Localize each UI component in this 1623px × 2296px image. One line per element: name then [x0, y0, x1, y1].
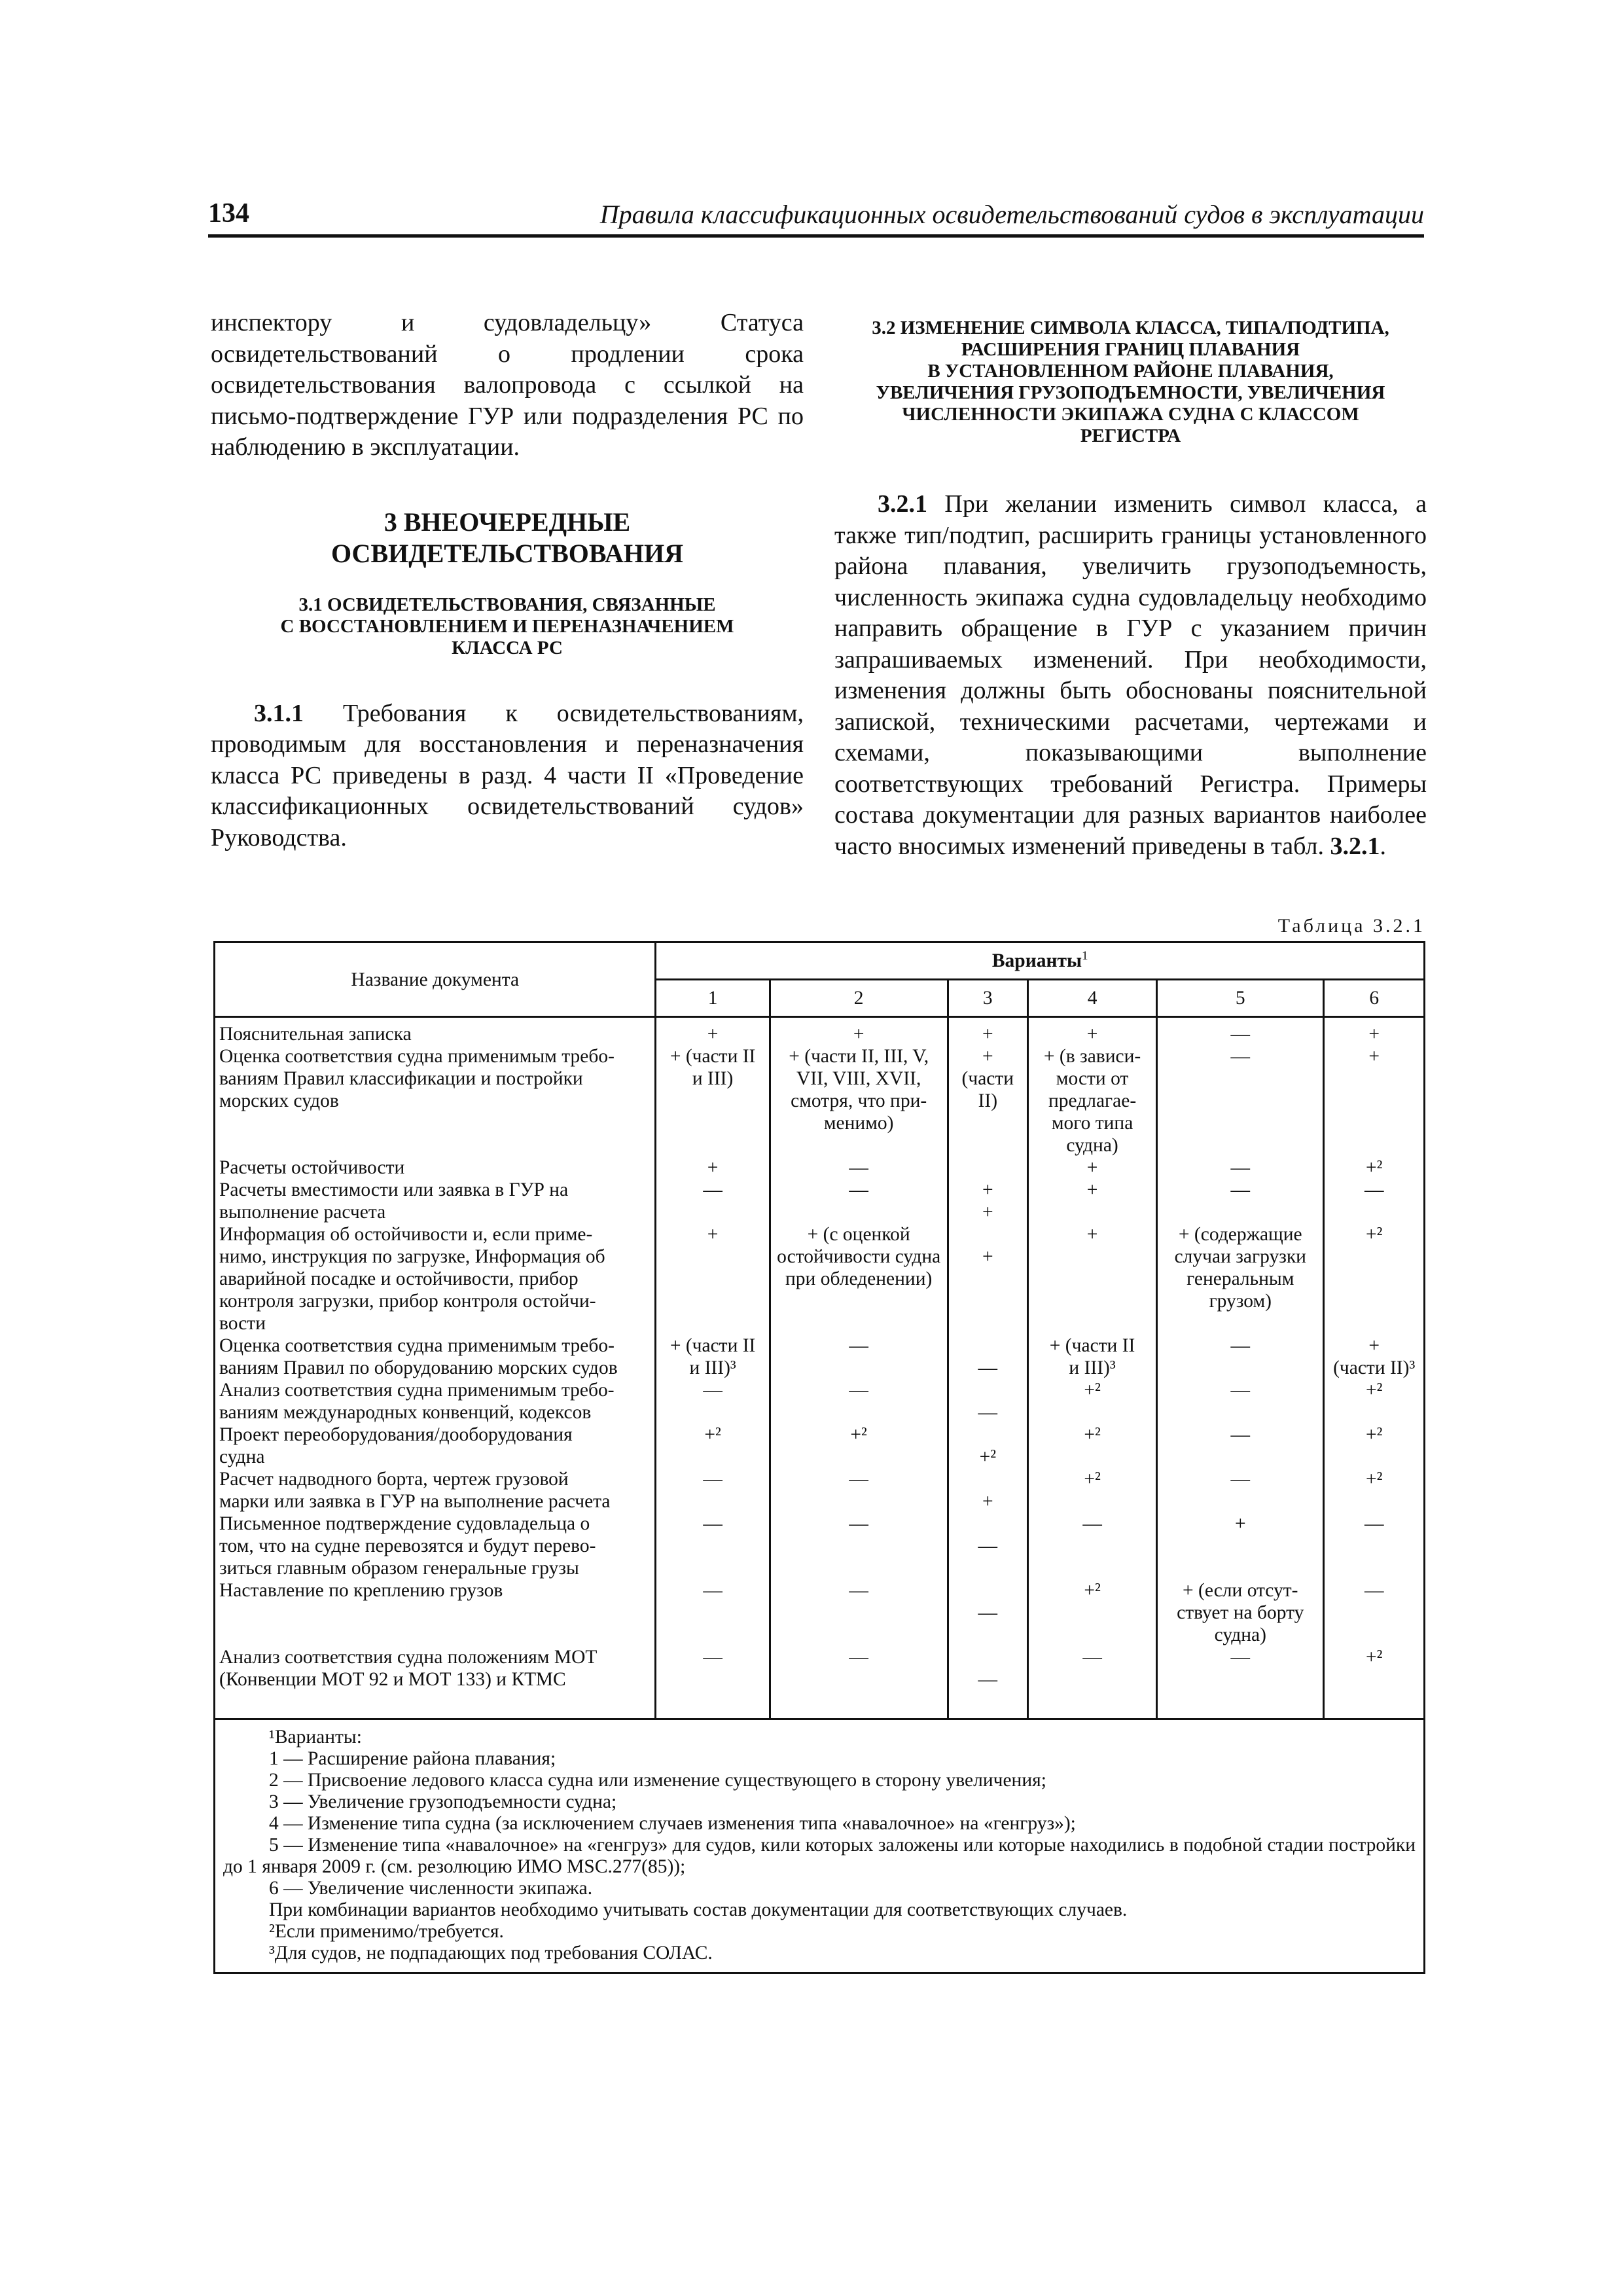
variant-value	[775, 1668, 943, 1691]
variant-value	[660, 1290, 764, 1312]
variant-value	[1162, 1535, 1319, 1557]
document-name-line: Наставление по креплению грузов	[219, 1580, 503, 1601]
variant-value	[775, 1357, 943, 1379]
variant-value	[1329, 1557, 1419, 1579]
variant-value	[1329, 1624, 1419, 1646]
paragraph-3-2-1-end: .	[1380, 832, 1386, 860]
note-1-title: ¹Варианты:	[269, 1727, 362, 1748]
variant-value: грузом)	[1209, 1291, 1272, 1312]
variant-value: +	[1368, 1046, 1380, 1067]
variant-value	[1329, 1446, 1419, 1468]
document-name-line: том, что на судне перевозятся и будут перево-	[219, 1535, 596, 1556]
variant-value: —	[703, 1580, 722, 1601]
variant-value	[660, 1134, 764, 1157]
table-notes-row	[215, 1719, 1425, 1973]
variant-value	[1162, 1357, 1319, 1379]
variant-2-cell	[770, 1017, 948, 1719]
variant-value	[660, 1535, 764, 1557]
document-name-line: ваниям международных конвенций, кодексов	[219, 1402, 592, 1423]
variant-value: ствует на борту	[1177, 1602, 1304, 1623]
variant-value: +²	[1365, 1469, 1383, 1490]
variant-value: + (если отсут-	[1183, 1580, 1298, 1601]
variant-value: —	[1230, 1179, 1251, 1200]
document-name-line: морских судов	[219, 1090, 339, 1111]
variant-value: +	[982, 1246, 993, 1267]
variant-value: —	[849, 1380, 868, 1401]
variant-value	[1033, 1668, 1152, 1691]
variant-value: +²	[979, 1446, 997, 1467]
variant-number: 1	[656, 980, 770, 1017]
document-name-line: Письменное подтверждение судовладельца о	[219, 1513, 590, 1534]
variant-value	[1033, 1535, 1152, 1557]
variant-value: (части II)	[961, 1068, 1014, 1111]
note-1-item: 1 — Расширение района плавания;	[269, 1748, 556, 1769]
variant-value: +²	[850, 1424, 867, 1445]
subsection-3-1-title-line-1: 3.1 ОСВИДЕТЕЛЬСТВОВАНИЯ, СВЯЗАННЫЕ	[298, 594, 716, 615]
variant-value	[1033, 1268, 1152, 1290]
variant-value: и III)	[692, 1068, 734, 1089]
section-3-title-line-2: ОСВИДЕТЕЛЬСТВОВАНИЯ	[330, 538, 684, 568]
paragraph-3-2-1-number: 3.2.1	[878, 490, 927, 518]
variant-value: смотря, что при-	[791, 1090, 927, 1111]
variant-value: —	[1230, 1424, 1251, 1445]
right-column	[834, 317, 1427, 862]
note-1-item: 6 — Увеличение численности экипажа.	[269, 1878, 593, 1899]
continuation-paragraph: инспектору и судовладельцу» Статуса освидетельствований о продлении срока освидетельствования валопровода с ссылкой на письмо-подтверждение ГУР или подразделения РС по наблюдению в эксплуатации.	[211, 309, 804, 461]
document-name-line	[219, 1602, 651, 1624]
page-number: 134	[208, 198, 249, 228]
variant-value	[1329, 1201, 1419, 1223]
document-name-line: вости	[219, 1313, 266, 1334]
variant-value: мого типа	[1051, 1113, 1133, 1134]
variant-value: генеральным	[1186, 1268, 1294, 1289]
variant-value	[775, 1201, 943, 1223]
variant-value	[660, 1446, 764, 1468]
variant-value	[775, 1446, 943, 1468]
note-2: ²Если применимо/требуется.	[269, 1921, 504, 1942]
variant-value: + (содержащие	[1178, 1224, 1302, 1245]
variant-value	[660, 1268, 764, 1290]
variant-value: и III)³	[689, 1357, 736, 1378]
variant-value	[1329, 1134, 1419, 1157]
table-caption: Таблица 3.2.1	[1277, 915, 1425, 937]
variant-value	[1162, 1201, 1319, 1223]
variant-value	[775, 1134, 943, 1157]
variant-value	[660, 1490, 764, 1513]
table-reference: 3.2.1	[1330, 832, 1380, 860]
table-body-row	[215, 1017, 1425, 1719]
variant-value: судна)	[1214, 1624, 1266, 1645]
variant-value	[953, 1312, 1023, 1335]
variant-value: —	[1364, 1580, 1384, 1601]
variant-value: + (части II, III, V,	[789, 1046, 929, 1067]
variant-value	[1329, 1112, 1419, 1134]
variant-value	[1329, 1290, 1419, 1312]
note-1-combination: При комбинации вариантов необходимо учитывать состав документации для соответствующих случаев.	[269, 1899, 1128, 1920]
document-name-line: (Конвенции МОТ 92 и МОТ 133) и КТМС	[219, 1669, 566, 1690]
variant-value	[1162, 1067, 1319, 1090]
variant-value	[953, 1513, 1023, 1535]
document-name-line: Пояснительная записка	[219, 1024, 412, 1045]
page-header	[208, 196, 1424, 238]
document-name-line: Анализ соответствия судна применимым требо-	[219, 1380, 615, 1401]
variant-value: +²	[1084, 1469, 1101, 1490]
variant-value: +	[1234, 1513, 1246, 1534]
variant-value	[1329, 1490, 1419, 1513]
variant-5-cell	[1157, 1017, 1324, 1719]
variant-value	[953, 1468, 1023, 1490]
variant-value	[660, 1201, 764, 1223]
variant-value	[953, 1557, 1023, 1579]
variant-value: +	[1368, 1024, 1380, 1045]
variant-value: + (части II	[669, 1335, 756, 1356]
section-3-title-line-1: 3 ВНЕОЧЕРЕДНЫЕ	[383, 507, 631, 537]
variant-value: +	[707, 1157, 719, 1178]
variant-value	[775, 1535, 943, 1557]
variant-value	[660, 1312, 764, 1335]
variant-value: +²	[1365, 1224, 1383, 1245]
document-name-line: контроля загрузки, прибор контроля остойчи-	[219, 1291, 596, 1312]
variant-value: —	[1230, 1157, 1251, 1178]
paragraph-3-2-1-text: При желании изменить символ класса, а также тип/подтип, расширить границы установленного района плавания, увеличить грузоподъемность, численность экипажа судна судовладельцу необходимо направить обращение в ГУР с указанием причин запрашиваемых изменений. При необходимости, изменения должны быть обоснованы пояснительной запиской, техническими расчетами, чертежами и схемами, показывающими выполнение соответствующих требований Регистра. Примеры состава документации для разных вариантов наиболее часто вносимых изменений приведены в табл.	[834, 490, 1427, 860]
variant-value	[1162, 1401, 1319, 1424]
variant-value	[1329, 1312, 1419, 1335]
document-name-header: Название документа	[215, 942, 656, 1017]
subsection-3-1-title-line-3: КЛАССА РС	[452, 637, 563, 658]
variant-value: +	[982, 1046, 993, 1067]
variant-value: + (части II	[1049, 1335, 1135, 1356]
variant-value: менимо)	[823, 1113, 894, 1134]
variant-4-cell	[1028, 1017, 1157, 1719]
variant-value: мости от	[1056, 1068, 1129, 1089]
variant-value: —	[849, 1469, 868, 1490]
variant-value	[660, 1624, 764, 1646]
subsection-3-2-title-line-2: РАСШИРЕНИЯ ГРАНИЦ ПЛАВАНИЯ	[961, 339, 1300, 360]
subsection-3-2-title-line-4: УВЕЛИЧЕНИЯ ГРУЗОПОДЪЕМНОСТИ, УВЕЛИЧЕНИЯ	[876, 382, 1385, 403]
variant-value	[1033, 1401, 1152, 1424]
variant-number: 6	[1324, 980, 1425, 1017]
variant-value: —	[849, 1335, 868, 1356]
variant-value: и III)³	[1069, 1357, 1116, 1378]
variant-value	[1329, 1268, 1419, 1290]
note-1-item: 3 — Увеличение грузоподъемности судна;	[269, 1791, 617, 1812]
variant-value: +	[707, 1024, 719, 1045]
variant-value: +²	[1084, 1380, 1101, 1401]
paragraph-3-1-1-number: 3.1.1	[254, 699, 304, 727]
variant-value	[1162, 1112, 1319, 1134]
variant-value: +²	[1084, 1580, 1101, 1601]
variant-value: +²	[704, 1424, 721, 1445]
variant-value: —	[978, 1535, 998, 1556]
variant-value: —	[1364, 1513, 1384, 1534]
variant-value	[953, 1379, 1023, 1401]
variant-1-cell	[656, 1017, 770, 1719]
variant-value	[1162, 1090, 1319, 1112]
variant-value	[775, 1312, 943, 1335]
document-name-line: аварийной посадке и остойчивости, прибор	[219, 1268, 579, 1289]
variant-value	[1162, 1668, 1319, 1691]
paragraph-3-2-1	[834, 489, 1427, 862]
variant-value: + (части II	[669, 1046, 756, 1067]
variant-value	[953, 1290, 1023, 1312]
variant-value: —	[1230, 1335, 1251, 1356]
variant-value: +²	[1084, 1424, 1101, 1445]
variant-value	[1329, 1668, 1419, 1691]
variant-value	[1329, 1535, 1419, 1557]
document-name-line: зиться главным образом генеральные грузы	[219, 1558, 579, 1579]
variant-value	[953, 1691, 1023, 1713]
variant-value: +²	[1365, 1647, 1383, 1668]
variant-value	[660, 1668, 764, 1691]
subsection-3-2-title-line-1: 3.2 ИЗМЕНЕНИЕ СИМВОЛА КЛАССА, ТИПА/ПОДТИПА,	[872, 317, 1389, 338]
running-title: Правила классификационных освидетельствований судов в эксплуатации	[599, 200, 1424, 229]
variant-value: +	[982, 1491, 993, 1512]
variant-value	[953, 1112, 1023, 1134]
note-1-item: 2 — Присвоение ледового класса судна или изменение существующего в сторону увеличения;	[269, 1770, 1046, 1791]
variant-value	[1033, 1312, 1152, 1335]
variant-value	[775, 1290, 943, 1312]
variant-value: +	[853, 1024, 865, 1045]
variant-value: —	[978, 1669, 998, 1690]
variant-value: +	[982, 1202, 993, 1223]
variant-value	[1033, 1290, 1152, 1312]
variant-value	[660, 1246, 764, 1268]
variant-value: +²	[1365, 1157, 1383, 1178]
variants-header-footnote-mark: 1	[1081, 949, 1088, 963]
variant-value	[1329, 1090, 1419, 1112]
variant-number: 5	[1157, 980, 1324, 1017]
variant-value	[775, 1602, 943, 1624]
document-name-line: ваниям Правил по оборудованию морских судов	[219, 1357, 618, 1378]
document-name-line: ваниям Правил классификации и постройки	[219, 1068, 583, 1089]
variant-value	[953, 1579, 1023, 1602]
variant-value: —	[1364, 1179, 1384, 1200]
variant-value: + (в зависи-	[1043, 1046, 1141, 1067]
variant-value	[953, 1157, 1023, 1179]
variant-value	[1329, 1246, 1419, 1268]
variant-value: +	[1086, 1157, 1098, 1178]
variant-value	[775, 1557, 943, 1579]
variant-value: судна)	[1066, 1135, 1118, 1156]
variant-value: —	[978, 1602, 998, 1623]
variant-value	[1329, 1602, 1419, 1624]
document-name-line: Оценка соответствия судна применимым требо-	[219, 1335, 615, 1356]
document-name-line: Информация об остойчивости и, если приме-	[219, 1224, 593, 1245]
variant-value: —	[1230, 1380, 1251, 1401]
note-1-item: 5 — Изменение типа «навалочное» на «генгруз» для судов, кили которых заложены или которые находились в подобной стадии постройки до 1 января 2009 г. (см. резолюцию ИМО MSC.277(85));	[223, 1835, 1416, 1877]
variant-value	[660, 1401, 764, 1424]
variant-value: —	[978, 1357, 998, 1378]
variant-value: + (с оценкой	[807, 1224, 910, 1245]
document-name-line: нимо, инструкция по загрузке, Информация об	[219, 1246, 605, 1267]
table-header-row	[215, 942, 1425, 980]
variant-value: (части II)³	[1333, 1357, 1416, 1378]
variant-value: —	[1082, 1647, 1102, 1668]
variant-value	[1033, 1201, 1152, 1223]
variant-value: +	[1368, 1335, 1380, 1356]
table-notes	[215, 1719, 1425, 1973]
note-3: ³Для судов, не подпадающих под требования СОЛАС.	[269, 1943, 713, 1964]
document-name-line	[219, 1624, 651, 1646]
variant-value: —	[1230, 1647, 1251, 1668]
variant-value: —	[849, 1580, 868, 1601]
variant-value: при обледенении)	[785, 1268, 933, 1289]
variant-value: —	[978, 1402, 998, 1423]
variant-value	[775, 1490, 943, 1513]
variant-value: —	[703, 1469, 722, 1490]
variant-value	[660, 1090, 764, 1112]
variant-value	[775, 1401, 943, 1424]
document-name-line: Расчеты остойчивости	[219, 1157, 405, 1178]
variant-value	[1162, 1312, 1319, 1335]
variant-value: —	[1230, 1469, 1251, 1490]
variant-value	[953, 1134, 1023, 1157]
variant-value	[953, 1424, 1023, 1446]
variant-value: —	[703, 1179, 722, 1200]
subsection-3-2-title-line-5: ЧИСЛЕННОСТИ ЭКИПАЖА СУДНА С КЛАССОМ	[902, 404, 1359, 425]
variant-value: +	[1086, 1224, 1098, 1245]
document-name-line: Анализ соответствия судна положениям МОТ	[219, 1647, 597, 1668]
variant-value	[660, 1112, 764, 1134]
variant-value: —	[1230, 1046, 1251, 1067]
variant-value: —	[849, 1513, 868, 1534]
variant-value: остойчивости судна	[777, 1246, 941, 1267]
variants-header	[656, 942, 1425, 980]
note-1-item: 4 — Изменение типа судна (за исключением случаев изменения типа «навалочное» на «генгруз»);	[269, 1813, 1076, 1834]
variant-number: 2	[770, 980, 948, 1017]
variant-value	[953, 1646, 1023, 1668]
document-names-cell	[215, 1017, 656, 1719]
variant-value	[775, 1624, 943, 1646]
variant-value: VII, VIII, XVII,	[796, 1068, 921, 1089]
variant-value: +	[1086, 1024, 1098, 1045]
variant-value	[1162, 1134, 1319, 1157]
paragraph-3-1-1-text: Требования к освидетельствованиям, проводимым для восстановления и переназначения класса РС приведены в разд. 4 части II «Проведение классификационных освидетельствований судов» Руководства.	[211, 699, 804, 852]
variant-value: +	[1086, 1179, 1098, 1200]
variant-value: —	[703, 1513, 722, 1534]
variant-value	[953, 1223, 1023, 1246]
variant-value	[1329, 1401, 1419, 1424]
variant-number: 3	[948, 980, 1027, 1017]
document-name-line: Расчет надводного борта, чертеж грузовой	[219, 1469, 569, 1490]
variant-value	[953, 1268, 1023, 1290]
subsection-3-2-title-line-3: В УСТАНОВЛЕННОМ РАЙОНЕ ПЛАВАНИЯ,	[927, 361, 1334, 382]
variant-value	[1033, 1446, 1152, 1468]
subsection-3-1-title-line-2: С ВОССТАНОВЛЕНИЕМ И ПЕРЕНАЗНАЧЕНИЕМ	[280, 615, 734, 637]
variant-value: +	[982, 1024, 993, 1045]
document-name-line: Расчеты вместимости или заявка в ГУР на	[219, 1179, 569, 1200]
paragraph-3-1-1	[211, 698, 804, 854]
document-name-line: Оценка соответствия судна применимым требо-	[219, 1046, 615, 1067]
variant-value: +²	[1365, 1424, 1383, 1445]
document-name-line	[219, 1134, 651, 1157]
variant-value: случаи загрузки	[1174, 1246, 1306, 1267]
variant-value: —	[849, 1647, 868, 1668]
variant-value	[660, 1602, 764, 1624]
left-column	[211, 308, 804, 853]
variant-value	[1033, 1246, 1152, 1268]
variant-value	[1162, 1557, 1319, 1579]
variant-value	[1033, 1624, 1152, 1646]
variant-value: +	[982, 1179, 993, 1200]
document-name-line: судна	[219, 1446, 265, 1467]
variant-value: —	[849, 1157, 868, 1178]
subsection-3-2-title-line-6: РЕГИСТРА	[1080, 425, 1181, 446]
variant-value: —	[849, 1179, 868, 1200]
variant-6-cell	[1324, 1017, 1425, 1719]
variant-number: 4	[1028, 980, 1157, 1017]
variant-value	[660, 1557, 764, 1579]
variant-value	[1033, 1490, 1152, 1513]
document-name-line: выполнение расчета	[219, 1202, 386, 1223]
variant-value: —	[703, 1647, 722, 1668]
document-name-line	[219, 1112, 651, 1134]
variant-value	[1033, 1602, 1152, 1624]
documents-table	[213, 941, 1425, 1974]
document-name-line: марки или заявка в ГУР на выполнение расчета	[219, 1491, 611, 1512]
variant-value: —	[1230, 1024, 1251, 1045]
variants-header-label: Варианты	[991, 950, 1082, 971]
variant-value	[1033, 1557, 1152, 1579]
variant-3-cell	[948, 1017, 1027, 1719]
variant-value: предлагае-	[1048, 1090, 1137, 1111]
variant-value	[1329, 1067, 1419, 1090]
variant-value: +²	[1365, 1380, 1383, 1401]
variant-value	[1162, 1446, 1319, 1468]
variant-value: +	[707, 1224, 719, 1245]
variant-value	[953, 1335, 1023, 1357]
variant-value	[953, 1624, 1023, 1646]
variant-value	[1162, 1490, 1319, 1513]
document-name-line: Проект переоборудования/дооборудования	[219, 1424, 573, 1445]
variant-value: —	[1082, 1513, 1102, 1534]
variant-value: —	[703, 1380, 722, 1401]
